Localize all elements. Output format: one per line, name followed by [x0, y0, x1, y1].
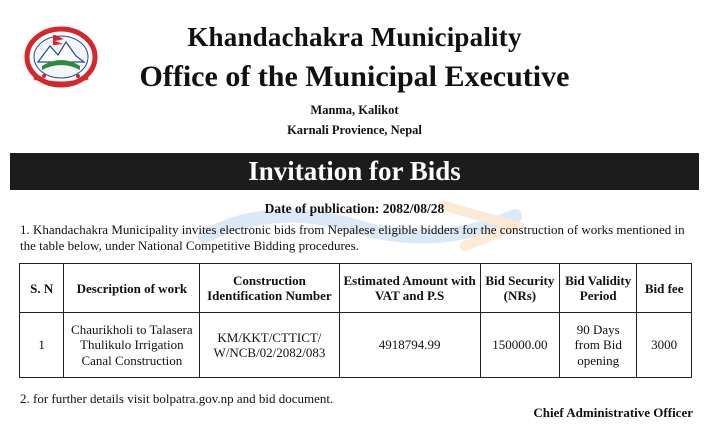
cell-construction-id: KM/KKT/CTTICT/ W/NCB/02/2082/083 — [200, 313, 339, 378]
col-bid-security: Bid Security (NRs) — [480, 264, 559, 313]
address-line-1: Manma, Kalikot — [310, 103, 399, 117]
address-line-2: Karnali Provience, Nepal — [287, 123, 422, 137]
bids-table — [19, 263, 692, 378]
col-bid-fee: Bid fee — [637, 264, 692, 313]
cell-sn: 1 — [20, 313, 64, 378]
cell-description: Chaurikholi to Talasera Thulikulo Irrigation Canal Construction — [64, 313, 200, 378]
office-name: Office of the Municipal Executive — [139, 60, 570, 93]
col-construction-id: Construction Identification Number — [200, 264, 339, 313]
col-description: Description of work — [64, 264, 200, 313]
cell-bid-validity: 90 Days from Bid opening — [560, 313, 637, 378]
cell-bid-security: 150000.00 — [480, 313, 559, 378]
publication-date: Date of publication: 2082/08/28 — [264, 201, 445, 216]
table-header-row — [20, 264, 692, 313]
col-sn: S. N — [20, 264, 64, 313]
col-bid-validity: Bid Validity Period — [560, 264, 637, 313]
notice-title-banner: Invitation for Bids — [10, 153, 699, 190]
organization-name: Khandachakra Municipality — [187, 22, 522, 52]
table-row — [20, 313, 692, 378]
col-estimated-amount: Estimated Amount with VAT and P.S — [339, 264, 480, 313]
invitation-paragraph: 1. Khandachakra Municipality invites electronic bids from Nepalese eligible bidders for the construction of works mentioned in the table below, under National Competitive Bidding procedures. — [20, 222, 685, 253]
further-details-note: 2. for further details visit bolpatra.gov.np and bid document. — [20, 391, 334, 406]
cell-bid-fee: 3000 — [637, 313, 692, 378]
cell-estimated-amount: 4918794.99 — [339, 313, 480, 378]
signatory-title: Chief Administrative Officer — [533, 405, 693, 420]
